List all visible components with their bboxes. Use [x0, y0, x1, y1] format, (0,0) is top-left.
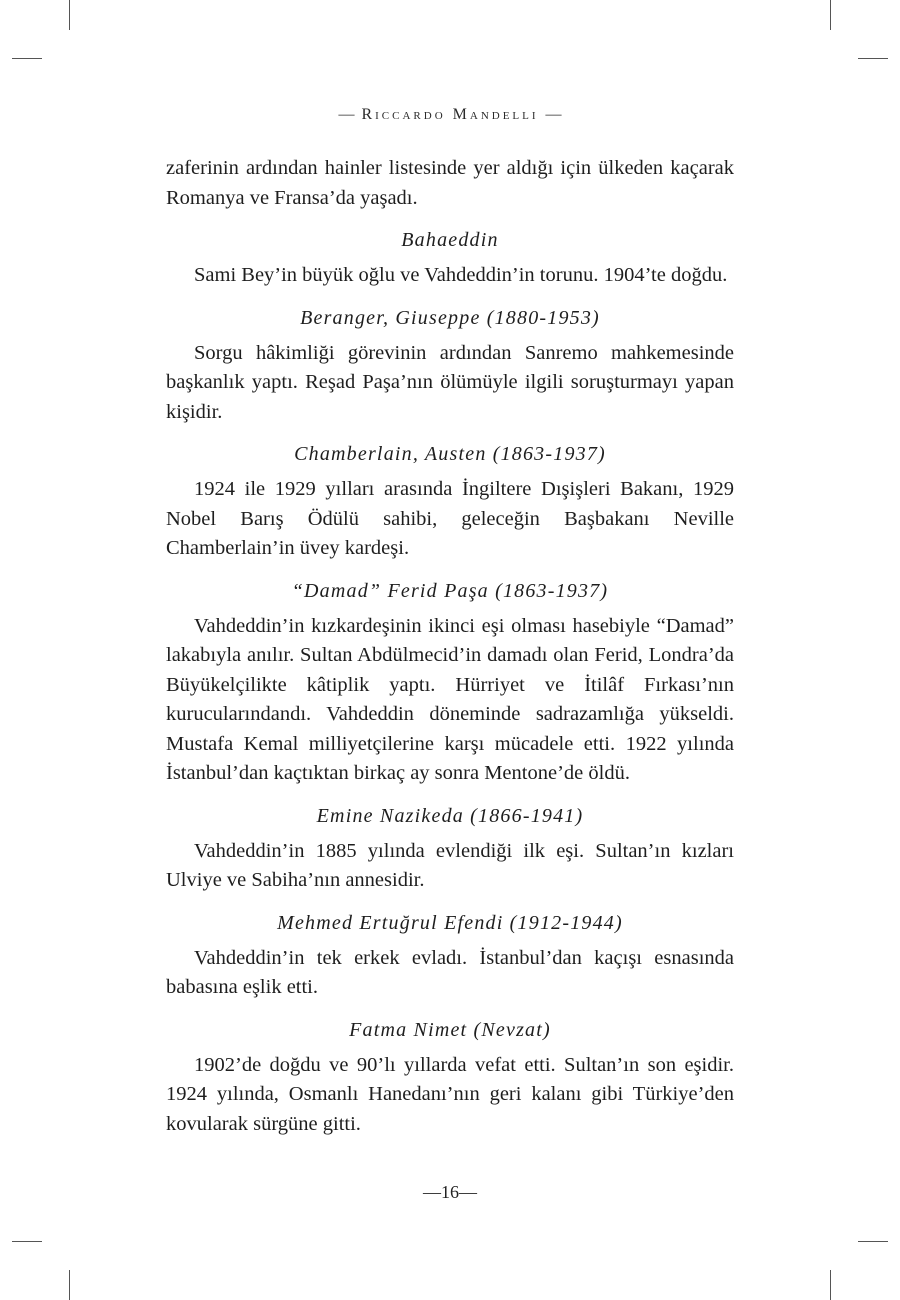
entry-heading: Mehmed Ertuğrul Efendi (1912-1944) — [277, 911, 623, 934]
entry-beranger — [166, 305, 734, 428]
entry-heading: Beranger, Giuseppe (1880-1953) — [300, 306, 600, 329]
entry-text: 1902’de doğdu ve 90’lı yıllarda vefat etti. Sultan’ın son eşidir. 1924 yılında, Osmanlı Hanedanı’nın geri kalanı gibi Türkiye’den kovularak sürgüne gitti. — [166, 1053, 734, 1135]
entry-chamberlain — [166, 441, 734, 564]
entry-heading: “Damad” Ferid Paşa (1863-1937) — [291, 579, 609, 602]
running-head-title: Riccardo Mandelli — [361, 106, 539, 123]
entry-emine-nazikeda — [166, 803, 734, 896]
running-head-dash-left: — — [338, 106, 355, 123]
entry-bahaeddin — [166, 227, 734, 291]
crop-mark-top-right — [830, 0, 831, 30]
page-number — [0, 1182, 900, 1203]
entry-mehmed-ertugrul — [166, 910, 734, 1003]
entry-heading: Bahaeddin — [401, 229, 499, 251]
entry-text: Vahdeddin’in tek erkek evladı. İstanbul’dan kaçışı esnasında babasına eşlik etti. — [166, 946, 734, 998]
page-body — [166, 154, 734, 1139]
crop-mark-left-bottom — [12, 1241, 42, 1242]
crop-mark-bottom-left — [69, 1270, 70, 1300]
entry-heading: Chamberlain, Austen (1863-1937) — [294, 443, 606, 465]
page-number-value: 16 — [441, 1182, 459, 1202]
crop-mark-top-left — [69, 0, 70, 30]
running-head — [0, 106, 900, 124]
crop-mark-right-top — [858, 58, 888, 59]
entry-heading: Fatma Nimet (Nevzat) — [349, 1018, 551, 1041]
entry-text: Sami Bey’in büyük oğlu ve Vahdeddin’in torunu. 1904’te doğdu. — [194, 264, 728, 286]
entry-text: Vahdeddin’in 1885 yılında evlendiği ilk eşi. Sultan’ın kızları Ulviye ve Sabiha’nın annesidir. — [166, 839, 734, 891]
entry-damad-ferid — [166, 578, 734, 789]
opening-paragraph: zaferinin ardından hainler listesinde yer aldığı için ülkeden kaçarak Romanya ve Fransa’da yaşadı. — [166, 157, 734, 209]
page-number-dash-left: — — [423, 1182, 441, 1202]
entry-heading: Emine Nazikeda (1866-1941) — [316, 804, 584, 827]
crop-mark-bottom-right — [830, 1270, 831, 1300]
entry-text: Sorgu hâkimliği görevinin ardından Sanremo mahkemesinde başkanlık yaptı. Reşad Paşa’nın ölümüyle ilgili soruşturmayı yapan kişidir. — [166, 341, 734, 423]
crop-mark-left-top — [12, 58, 42, 59]
crop-mark-right-bottom — [858, 1241, 888, 1242]
entry-text: Vahdeddin’in kızkardeşinin ikinci eşi olması hasebiyle “Damad” lakabıyla anılır. Sultan Abdülmecid’in damadı olan Ferid, Londra’da Büyükelçilikte kâtiplik yaptı. Hürriyet ve İtilâf Fırkası’nın kurucularındandı. Vahdeddin döneminde sadrazamlığa yükseldi. Mustafa Kemal milliyetçilerine karşı mücadele etti. 1922 yılında İstanbul’dan kaçtıktan birkaç ay sonra Mentone’de öldü. — [166, 614, 734, 784]
entry-fatma-nimet — [166, 1017, 734, 1140]
page-number-dash-right: — — [459, 1182, 477, 1202]
entry-text: 1924 ile 1929 yılları arasında İngiltere Dışişleri Bakanı, 1929 Nobel Barış Ödülü sahibi, geleceğin Başbakanı Neville Chamberlain’in üvey kardeşi. — [166, 478, 734, 559]
running-head-dash-right: — — [545, 106, 562, 123]
